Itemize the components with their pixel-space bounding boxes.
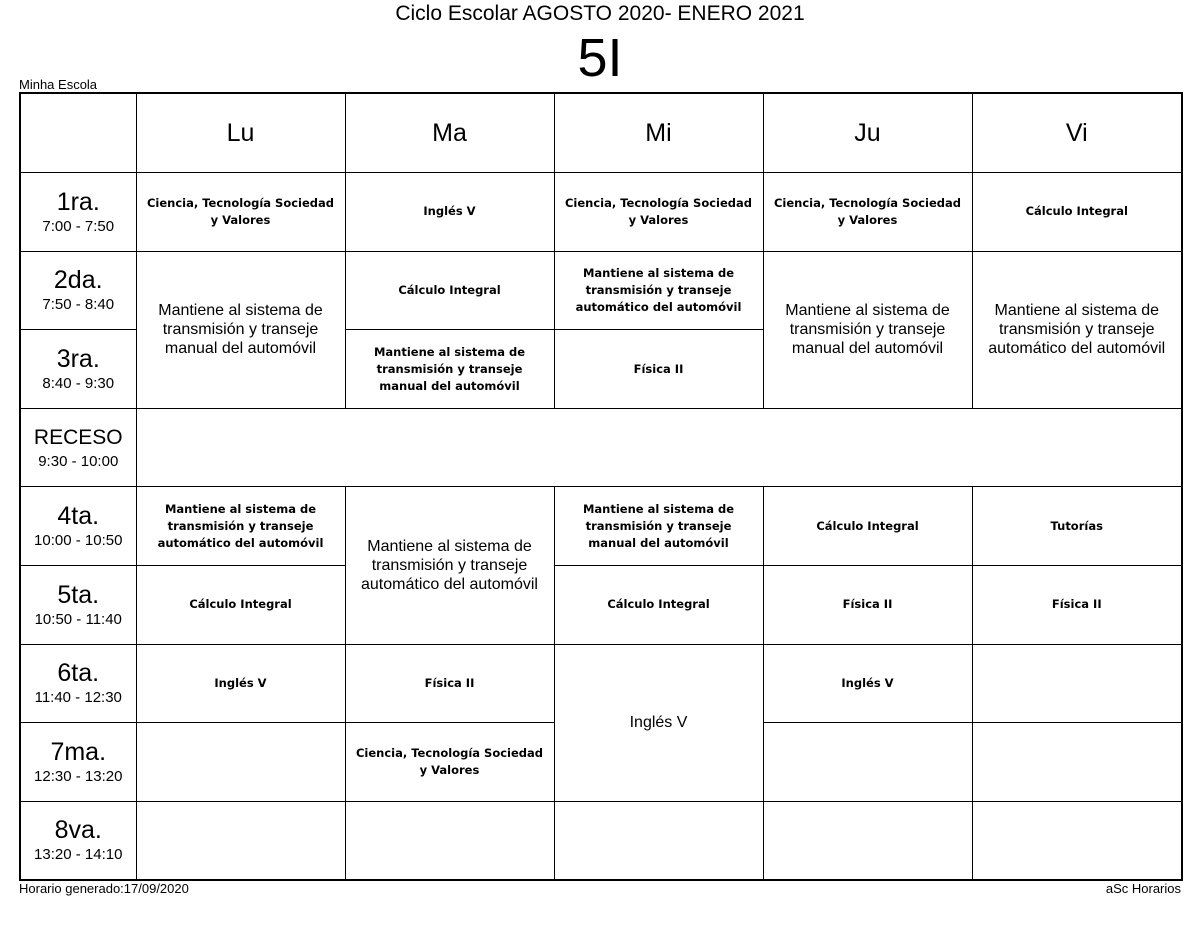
class-cell-p2-ma: Cálculo Integral <box>345 251 554 330</box>
empty-cell-p7-vi <box>972 723 1182 802</box>
break-cell <box>136 408 1182 487</box>
day-header-ma: Ma <box>345 93 554 173</box>
class-cell-p2-ju: Mantiene al sistema de transmisión y transeje manual del automóvil <box>763 251 972 408</box>
period-row-6 <box>20 644 1182 723</box>
period-row-8 <box>20 801 1182 880</box>
class-cell-p2-mi: Mantiene al sistema de transmisión y transeje automático del automóvil <box>554 251 763 330</box>
class-cell-p1-ma: Inglés V <box>345 173 554 252</box>
class-cell-p6-mi: Inglés V <box>554 644 763 801</box>
empty-cell-p7-ju <box>763 723 972 802</box>
class-cell-p6-ma: Física II <box>345 644 554 723</box>
period-name: 8va. <box>54 816 102 845</box>
day-header-ju: Ju <box>763 93 972 173</box>
break-row <box>20 408 1182 487</box>
class-cell-p4-mi: Mantiene al sistema de transmisión y transeje manual del automóvil <box>554 487 763 566</box>
period-name: 7ma. <box>50 738 107 767</box>
class-cell-p5-lu: Cálculo Integral <box>136 566 345 645</box>
empty-cell-p8-mi <box>554 801 763 880</box>
period-label-3 <box>20 330 136 409</box>
period-row-2 <box>20 251 1182 330</box>
class-cell-p3-ma: Mantiene al sistema de transmisión y transeje manual del automóvil <box>345 330 554 409</box>
timetable <box>19 92 1183 881</box>
day-header-vi: Vi <box>972 93 1182 173</box>
period-time: 10:50 - 11:40 <box>34 610 122 628</box>
software-credit: aSc Horarios <box>1105 881 1181 896</box>
class-cell-p6-lu: Inglés V <box>136 644 345 723</box>
class-cell-p3-mi: Física II <box>554 330 763 409</box>
period-label-5 <box>20 566 136 645</box>
period-label-4 <box>20 487 136 566</box>
page-title: Ciclo Escolar AGOSTO 2020- ENERO 2021 <box>395 2 805 25</box>
day-header-lu: Lu <box>136 93 345 173</box>
class-cell-p4-lu: Mantiene al sistema de transmisión y transeje automático del automóvil <box>136 487 345 566</box>
period-label-2 <box>20 251 136 330</box>
class-cell-p4-vi: Tutorías <box>972 487 1182 566</box>
class-cell-p7-ma: Ciencia, Tecnología Sociedad y Valores <box>345 723 554 802</box>
period-row-5 <box>20 566 1182 645</box>
period-label-8 <box>20 801 136 880</box>
period-label-1 <box>20 173 136 252</box>
period-time: 7:00 - 7:50 <box>42 217 115 235</box>
period-time: 7:50 - 8:40 <box>42 296 115 314</box>
class-cell-p4-ju: Cálculo Integral <box>763 487 972 566</box>
period-name: 3ra. <box>56 345 100 374</box>
class-cell-p2-vi: Mantiene al sistema de transmisión y transeje automático del automóvil <box>972 251 1182 408</box>
period-row-4 <box>20 487 1182 566</box>
class-cell-p1-ju: Ciencia, Tecnología Sociedad y Valores <box>763 173 972 252</box>
class-cell-p1-mi: Ciencia, Tecnología Sociedad y Valores <box>554 173 763 252</box>
period-time: 10:00 - 10:50 <box>34 532 123 550</box>
break-time: 9:30 - 10:00 <box>38 452 119 470</box>
period-time: 11:40 - 12:30 <box>34 689 122 707</box>
class-cell-p2-lu: Mantiene al sistema de transmisión y transeje manual del automóvil <box>136 251 345 408</box>
period-name: 4ta. <box>57 502 100 531</box>
class-cell-p5-mi: Cálculo Integral <box>554 566 763 645</box>
header-row <box>20 93 1182 173</box>
class-cell-p1-lu: Ciencia, Tecnología Sociedad y Valores <box>136 173 345 252</box>
empty-cell-p6-vi <box>972 644 1182 723</box>
empty-cell-p8-ma <box>345 801 554 880</box>
class-cell-p5-ju: Física II <box>763 566 972 645</box>
period-label-7 <box>20 723 136 802</box>
period-time: 8:40 - 9:30 <box>42 375 115 393</box>
group-name: 5I <box>577 28 623 88</box>
class-cell-p1-vi: Cálculo Integral <box>972 173 1182 252</box>
empty-cell-p8-vi <box>972 801 1182 880</box>
period-name: 5ta. <box>57 580 100 609</box>
break-label <box>20 408 136 487</box>
period-time: 13:20 - 14:10 <box>34 846 123 864</box>
class-cell-p4-ma: Mantiene al sistema de transmisión y transeje automático del automóvil <box>345 487 554 644</box>
period-label-6 <box>20 644 136 723</box>
break-name: RECESO <box>33 425 123 449</box>
corner-cell <box>20 93 136 173</box>
period-row-1 <box>20 173 1182 252</box>
period-name: 1ra. <box>56 187 100 216</box>
empty-cell-p7-lu <box>136 723 345 802</box>
class-cell-p5-vi: Física II <box>972 566 1182 645</box>
period-time: 12:30 - 13:20 <box>34 768 123 786</box>
empty-cell-p8-ju <box>763 801 972 880</box>
period-name: 6ta. <box>57 659 100 688</box>
school-name: Minha Escola <box>19 77 98 92</box>
day-header-mi: Mi <box>554 93 763 173</box>
empty-cell-p8-lu <box>136 801 345 880</box>
period-name: 2da. <box>53 266 103 295</box>
class-cell-p6-ju: Inglés V <box>763 644 972 723</box>
generated-date: Horario generado:17/09/2020 <box>19 881 189 896</box>
